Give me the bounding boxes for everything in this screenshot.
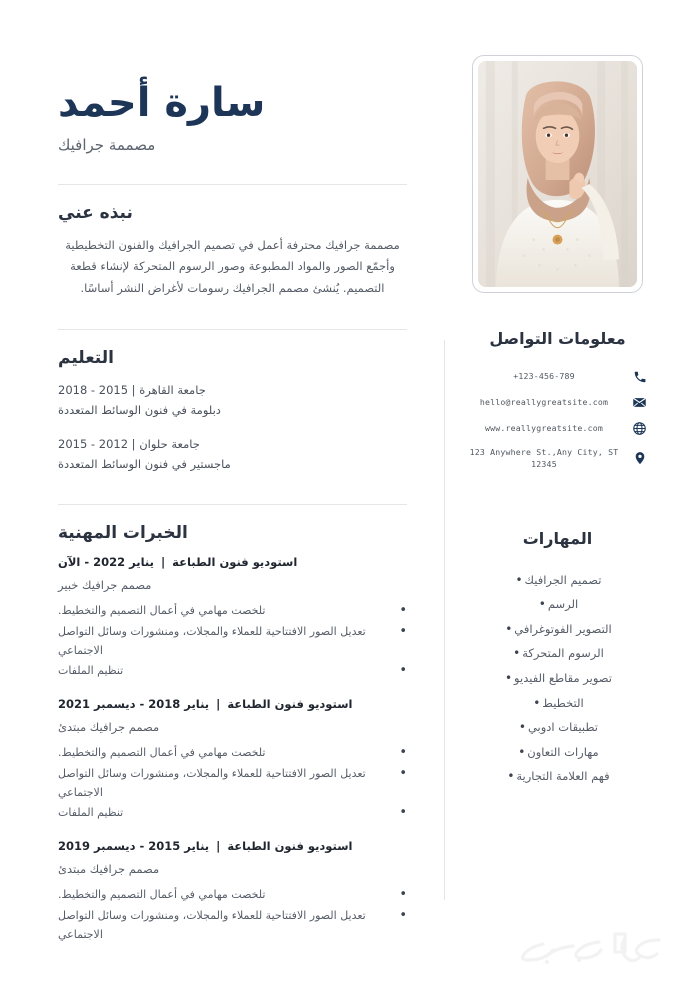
education-institution-dates: جامعة القاهرة | 2015 - 2018	[58, 382, 206, 397]
experience-item	[58, 839, 407, 944]
bullet-dot-icon: •	[515, 572, 523, 587]
experience-bullet: • تلخصت مهامي في أعمال التصميم والتخطيط.	[58, 743, 407, 762]
experience-role: مصمم جرافيك خبير	[58, 578, 152, 593]
skill-label: التخطيط	[542, 695, 584, 710]
page-title: سارة أحمد	[58, 80, 266, 126]
skill-item	[467, 691, 648, 716]
skill-item	[467, 666, 648, 691]
header-block	[58, 80, 407, 154]
experience-bullet: • تعديل الصور الافتتاحية للعملاء والمجلات، ومنشورات وسائل التواصل الاجتماعي	[58, 764, 407, 803]
bullet-dot-icon: •	[518, 720, 526, 735]
skill-label: مهارات التعاون	[527, 744, 599, 759]
about-text: مصممة جرافيك محترفة أعمل في تصميم الجرافيك والفنون التخطيطية وأجمّع الصور والمواد المطبوعة وصور الرسوم المتحركة لإنشاء قطعة التصميم. يُنشئ مصمم الجرافيك رسومات لأغراض النشر أساسًا.	[65, 238, 400, 295]
contact-section-title: معلومات التواصل	[489, 329, 626, 348]
experience-heading	[58, 555, 407, 569]
phone-icon	[631, 368, 648, 385]
contact-row-phone[interactable]	[467, 368, 648, 385]
experience-item	[58, 697, 407, 822]
skill-label: التصوير الفوتوغرافي	[514, 621, 612, 636]
globe-icon	[631, 420, 648, 437]
experience-bullet: • تلخصت مهامي في أعمال التصميم والتخطيط.	[58, 885, 407, 904]
skills-section-title: المهارات	[522, 528, 593, 548]
skill-item	[467, 568, 648, 593]
experience-company: استوديو فنون الطباعة	[227, 697, 353, 712]
skill-label: تطبيقات ادوبي	[527, 720, 599, 735]
contact-value-email: hello@reallygreatsite.com	[479, 397, 609, 408]
contact-value-address: 123 Anywhere St.,Any City, ST 12345	[469, 447, 619, 470]
experience-bullets	[58, 885, 407, 944]
bullet-dot-icon: •	[533, 695, 541, 710]
experience-dates: يناير 2015 - ديسمبر 2019	[58, 839, 210, 854]
contact-value-website: www.reallygreatsite.com	[485, 423, 603, 434]
experience-dates: يناير 2022 - الآن	[58, 555, 154, 570]
avatar	[478, 61, 637, 287]
skill-label: تصوير مقاطع الفيديو	[514, 670, 612, 685]
experience-bullet: • تنظيم الملفات	[58, 803, 407, 822]
education-degree: ماجستير في فنون الوسائط المتعددة	[58, 457, 231, 472]
experience-section-title: الخبرات المهنية	[58, 523, 188, 544]
experience-company: استوديو فنون الطباعة	[227, 839, 353, 854]
skill-item	[467, 592, 648, 617]
contact-section	[467, 329, 648, 471]
experience-bullet: • تلخصت مهامي في أعمال التصميم والتخطيط.	[58, 601, 407, 620]
experience-heading	[58, 697, 407, 711]
sidebar-column	[445, 0, 700, 990]
education-degree: دبلومة في فنون الوسائط المتعددة	[58, 402, 221, 417]
skill-label: تصميم الجرافيك	[524, 572, 602, 587]
experience-bullet: • تعديل الصور الافتتاحية للعملاء والمجلات، ومنشورات وسائل التواصل الاجتماعي	[58, 906, 407, 945]
bullet-dot-icon: •	[538, 597, 546, 612]
skill-label: فهم العلامة التجارية	[516, 769, 610, 784]
location-pin-icon	[631, 450, 648, 467]
experience-heading	[58, 839, 407, 853]
experience-bullets	[58, 743, 407, 822]
experience-separator: |	[216, 697, 221, 712]
experience-company: استوديو فنون الطباعة	[172, 555, 298, 570]
skill-label: الرسم	[547, 597, 579, 612]
bullet-dot-icon: •	[513, 646, 521, 661]
skill-item	[467, 715, 648, 740]
job-subtitle: مصممة جرافيك	[58, 136, 156, 154]
education-institution-dates: جامعة حلوان | 2012 - 2015	[58, 437, 200, 452]
bullet-dot-icon: •	[505, 621, 513, 636]
bullet-dot-icon: •	[518, 744, 526, 759]
about-section	[58, 185, 407, 299]
education-item	[58, 380, 407, 420]
skills-section	[467, 529, 648, 789]
contact-row-website[interactable]	[467, 420, 648, 437]
experience-bullet: • تعديل الصور الافتتاحية للعملاء والمجلات، ومنشورات وسائل التواصل الاجتماعي	[58, 622, 407, 661]
avatar-frame	[472, 55, 643, 293]
education-section	[58, 330, 407, 475]
bullet-dot-icon: •	[507, 769, 515, 784]
skill-item	[467, 641, 648, 666]
skill-item	[467, 764, 648, 789]
experience-separator: |	[160, 555, 166, 570]
envelope-icon	[631, 394, 648, 411]
experience-dates: يناير 2018 - ديسمبر 2021	[58, 697, 210, 712]
education-item	[58, 434, 407, 474]
experience-bullets	[58, 601, 407, 680]
contact-value-phone: +123-456-789	[513, 371, 575, 382]
experience-separator: |	[216, 839, 221, 854]
experience-role: مصمم جرافيك مبتدئ	[58, 862, 160, 877]
skills-list	[467, 568, 648, 789]
skill-item	[467, 617, 648, 642]
experience-bullet: • تنظيم الملفات	[58, 661, 407, 680]
experience-section	[58, 505, 407, 944]
experience-item	[58, 555, 407, 680]
skill-item	[467, 740, 648, 765]
experience-role: مصمم جرافيك مبتدئ	[58, 720, 160, 735]
education-section-title: التعليم	[58, 347, 114, 368]
contact-row-email[interactable]	[467, 394, 648, 411]
about-section-title: نبذه عني	[58, 203, 133, 223]
skill-label: الرسوم المتحركة	[522, 646, 604, 661]
bullet-dot-icon: •	[505, 670, 513, 685]
contact-row-address[interactable]	[467, 446, 648, 471]
